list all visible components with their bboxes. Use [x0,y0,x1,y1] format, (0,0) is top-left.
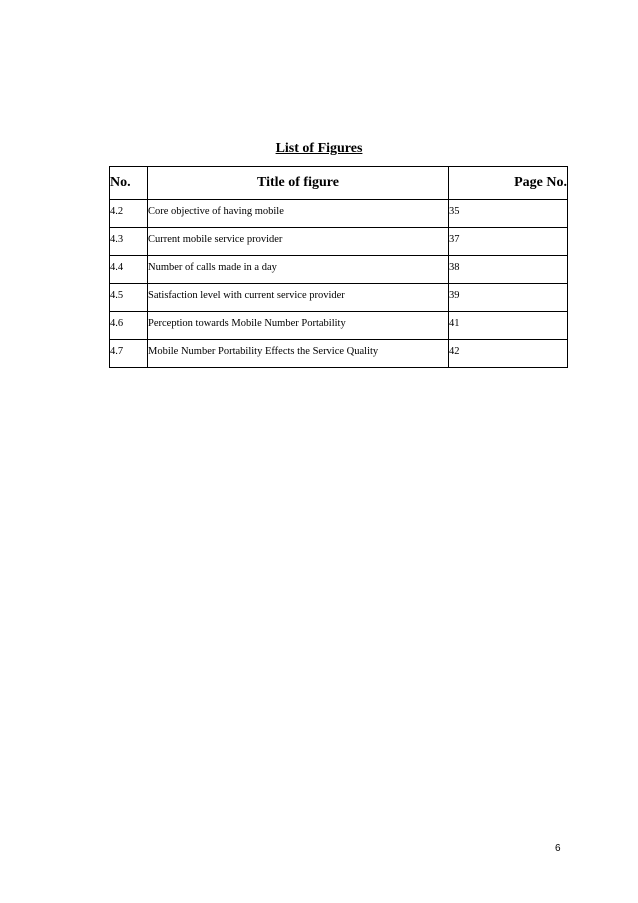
figure-number: 4.7 [110,340,148,368]
header-page: Page No. [449,167,568,200]
figure-number: 4.5 [110,284,148,312]
figure-page: 41 [449,312,568,340]
table-row [110,228,568,256]
table-row [110,340,568,368]
figure-number: 4.4 [110,256,148,284]
figure-page: 37 [449,228,568,256]
figure-number: 4.3 [110,228,148,256]
figure-page: 38 [449,256,568,284]
table-row [110,284,568,312]
figure-title: Current mobile service provider [148,228,449,256]
figure-title: Core objective of having mobile [148,200,449,228]
figure-page: 42 [449,340,568,368]
figure-number: 4.2 [110,200,148,228]
figure-number: 4.6 [110,312,148,340]
table-row [110,200,568,228]
figure-title: Number of calls made in a day [148,256,449,284]
page-number: 6 [555,843,561,854]
table-row [110,256,568,284]
figure-title: Satisfaction level with current service provider [148,284,449,312]
header-title: Title of figure [148,167,449,200]
figure-title: Mobile Number Portability Effects the Service Quality [148,340,449,368]
table-row [110,312,568,340]
table-header-row [110,167,568,200]
page-title: List of Figures [275,141,363,156]
header-no: No. [110,167,148,200]
figure-title: Perception towards Mobile Number Portability [148,312,449,340]
figures-table [109,166,568,368]
figure-page: 39 [449,284,568,312]
figure-page: 35 [449,200,568,228]
